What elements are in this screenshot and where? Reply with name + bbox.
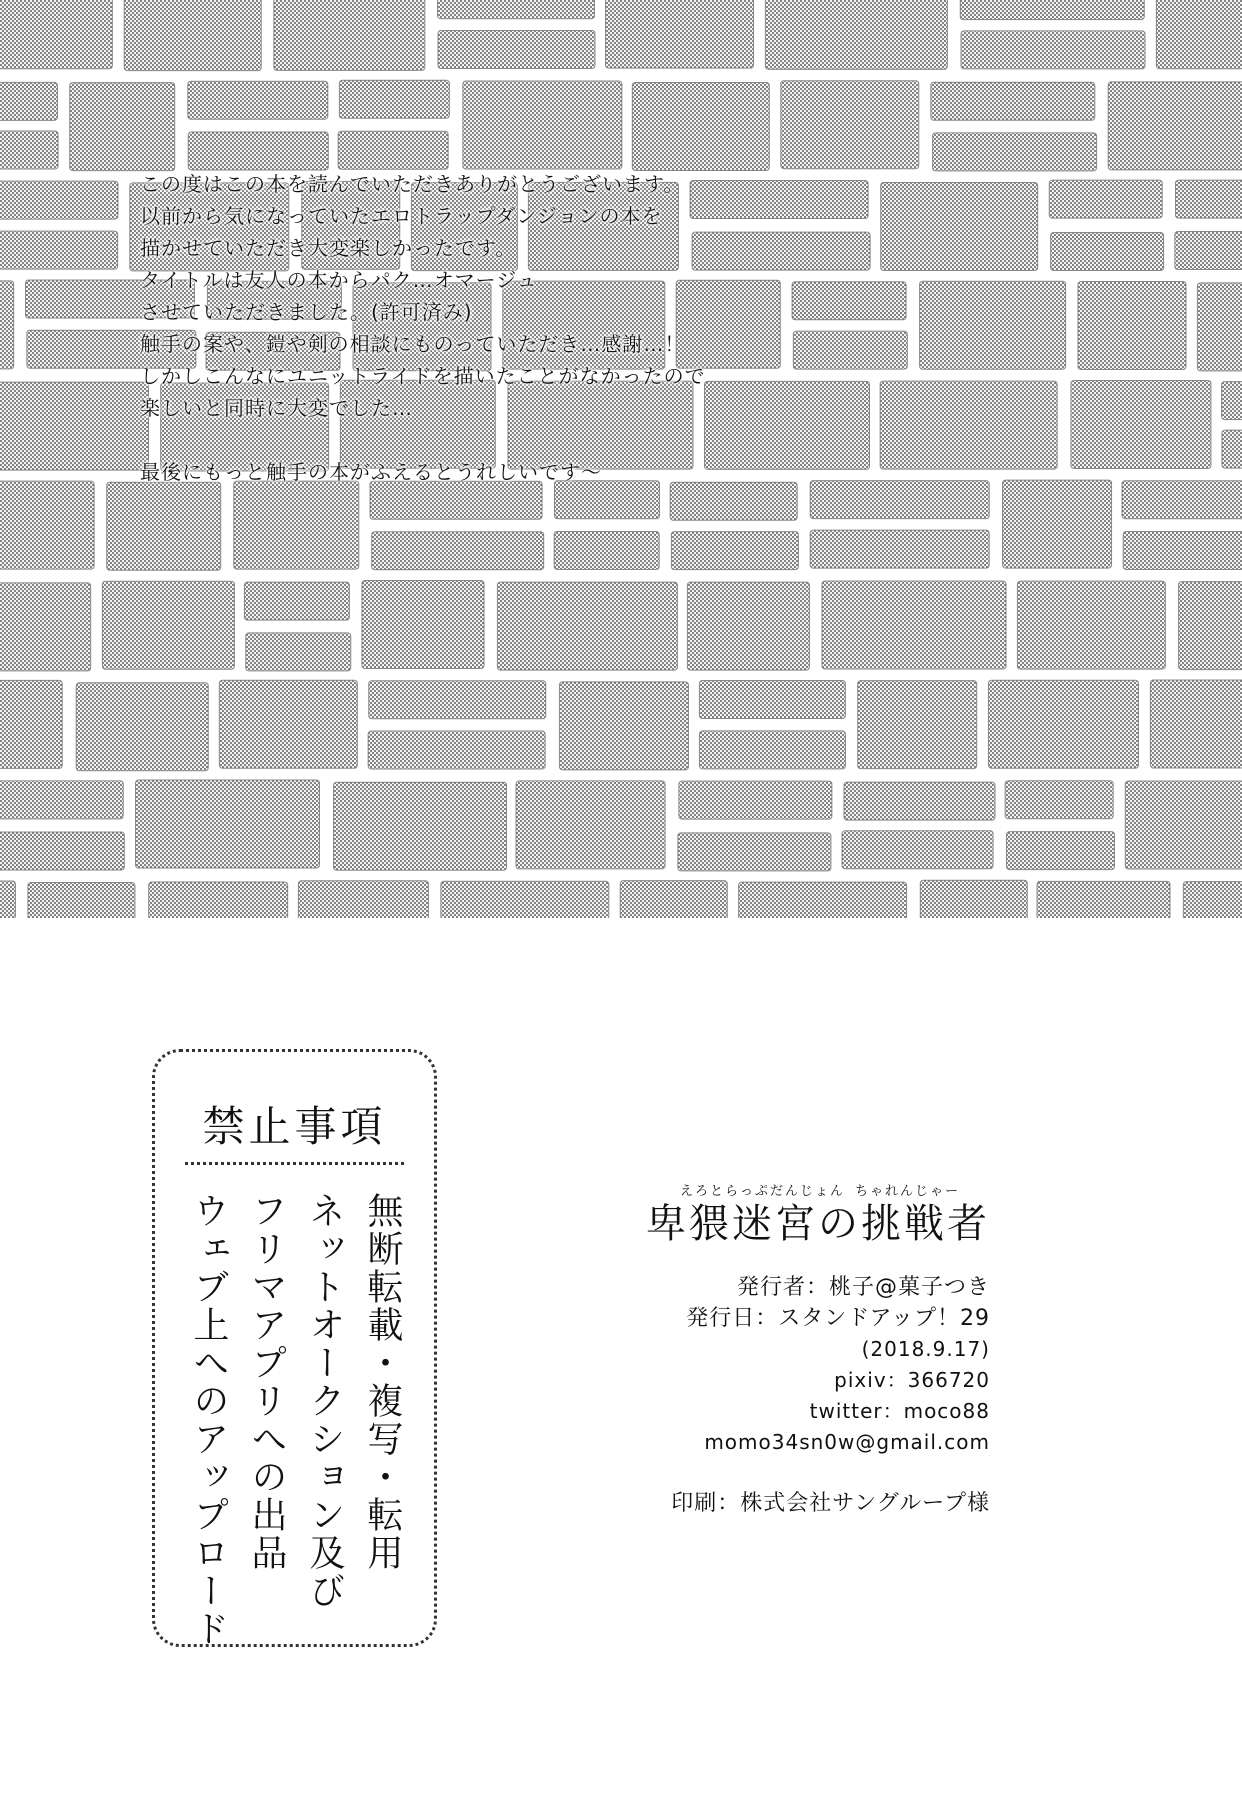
brick <box>739 882 907 918</box>
brick <box>149 882 288 918</box>
brick <box>0 832 124 870</box>
afterword-line: 最後にもっと触手の本がふえるとうれしいです～ <box>140 460 602 484</box>
brick <box>0 281 14 369</box>
brick <box>554 532 659 570</box>
colophon <box>620 1180 990 1519</box>
brick <box>881 182 1038 270</box>
brick <box>1051 232 1164 270</box>
brick <box>1108 82 1242 170</box>
brick <box>438 30 595 68</box>
afterword-line: 楽しいと同時に大変でした… <box>140 396 413 420</box>
brick <box>0 680 62 768</box>
brick <box>234 481 359 569</box>
brick <box>219 680 357 768</box>
brick <box>844 782 995 820</box>
brick <box>1017 581 1165 669</box>
brick <box>559 682 688 770</box>
brick <box>107 482 221 570</box>
title-ruby-reading-1: えろとらっぷだんじょん <box>680 1184 846 1199</box>
brick <box>0 231 118 269</box>
issue-date: 発行日：スタンドアップ！29 <box>686 1306 990 1331</box>
brick <box>1222 430 1242 468</box>
title-ruby-reading-2: ちゃれんじゃー <box>855 1184 961 1199</box>
brick <box>28 882 135 918</box>
brick <box>960 0 1144 20</box>
email-address: momo34sn0w@gmail.com <box>704 1430 990 1454</box>
printer: 印刷：株式会社サングループ様 <box>671 1491 990 1516</box>
brick <box>1179 582 1242 670</box>
brick <box>933 133 1097 171</box>
brick <box>136 780 320 868</box>
brick <box>1183 882 1242 918</box>
brick <box>1175 231 1242 269</box>
brick <box>671 532 798 570</box>
publisher: 発行者：桃子@菓子つき <box>736 1275 990 1300</box>
brick <box>1156 0 1242 69</box>
brick <box>1037 881 1170 918</box>
brick <box>1123 531 1242 569</box>
brick <box>76 683 208 771</box>
brick <box>497 582 677 670</box>
brick <box>124 0 261 71</box>
brick <box>334 782 507 870</box>
afterword-line: タイトルは友人の本からパク…オマージュ <box>140 268 538 292</box>
brick <box>1005 781 1113 819</box>
brick <box>822 581 1006 669</box>
brick <box>765 0 947 69</box>
brick <box>372 532 544 570</box>
brick <box>0 131 58 169</box>
brick <box>842 831 993 869</box>
prohibition-item: ウェブ上へのアップロード <box>188 1192 229 1648</box>
brick <box>920 281 1066 369</box>
brick <box>880 381 1057 469</box>
brick <box>678 833 831 871</box>
prohibition-item: フリマアプリへの出品 <box>246 1192 287 1572</box>
brick <box>0 181 118 219</box>
brick <box>274 0 425 70</box>
brick <box>1150 680 1242 768</box>
afterword-blank-line <box>140 424 860 456</box>
brick <box>931 82 1095 120</box>
brick <box>1122 481 1242 519</box>
brick <box>0 0 112 69</box>
brick <box>0 382 148 470</box>
afterword-line: 以前から気になっていたエロトラップダンジョンの本を <box>140 204 663 228</box>
brick <box>620 881 727 918</box>
brick <box>188 81 328 119</box>
afterword-line: 触手の案や、鎧や剣の相談にものっていただき…感謝…！ <box>140 332 686 356</box>
brick <box>781 81 919 169</box>
afterword-line: しかしこんなにユニットライドを描いたことがなかったので <box>140 364 706 388</box>
brick <box>368 731 545 769</box>
brick <box>0 881 15 918</box>
afterword-line: 描かせていただき大変楽しかったです。 <box>140 236 517 260</box>
prohibitions-box <box>152 1049 437 1647</box>
prohibitions-list <box>184 1192 406 1648</box>
prohibitions-divider <box>185 1162 404 1165</box>
brick <box>1125 781 1242 869</box>
prohibition-item: 無断転載・複写・転用 <box>362 1192 403 1572</box>
afterword-line: させていただきました。(許可済み) <box>140 300 473 324</box>
brick <box>1222 382 1242 420</box>
brick <box>437 0 594 19</box>
brick <box>0 583 91 671</box>
brick <box>1175 180 1242 218</box>
afterword-line: この度はこの本を読んでいただきありがとうございます。 <box>140 172 685 196</box>
prohibitions-title: 禁止事項 <box>202 1102 387 1151</box>
brick <box>988 680 1138 768</box>
brick <box>369 681 546 719</box>
brick <box>244 582 349 620</box>
book-title: 卑猥迷宮の挑戦者 <box>646 1201 990 1247</box>
brick <box>606 0 754 68</box>
brick <box>298 881 428 918</box>
brick <box>961 31 1145 69</box>
brick <box>1049 180 1162 218</box>
brick <box>699 680 845 718</box>
title-ruby <box>620 1180 990 1198</box>
pixiv-id: pixiv：366720 <box>834 1368 990 1392</box>
brick <box>0 82 57 120</box>
brick <box>246 633 351 671</box>
brick <box>516 781 665 869</box>
brick <box>687 582 809 670</box>
brick <box>70 83 175 171</box>
brick <box>338 131 448 169</box>
issue-date-detail: (2018.9.17) <box>861 1337 990 1361</box>
prohibition-item: ネットオークション及び <box>304 1192 345 1610</box>
brick <box>920 880 1027 918</box>
brick <box>362 580 484 668</box>
brick <box>1078 281 1186 369</box>
brick <box>858 681 977 769</box>
brick <box>1071 380 1211 468</box>
twitter-handle: twitter：moco88 <box>809 1399 990 1423</box>
brick <box>0 481 94 569</box>
brick <box>339 80 449 118</box>
brick <box>463 81 622 169</box>
brick <box>632 83 769 171</box>
brick <box>188 132 328 170</box>
brick <box>0 781 123 819</box>
brick <box>679 781 832 819</box>
brick <box>102 581 234 669</box>
brick <box>1197 283 1242 371</box>
brick <box>1003 480 1112 568</box>
brick <box>699 731 845 769</box>
brick <box>810 530 989 568</box>
brick <box>441 881 609 918</box>
brick <box>1006 832 1114 870</box>
afterword-text <box>140 168 860 488</box>
